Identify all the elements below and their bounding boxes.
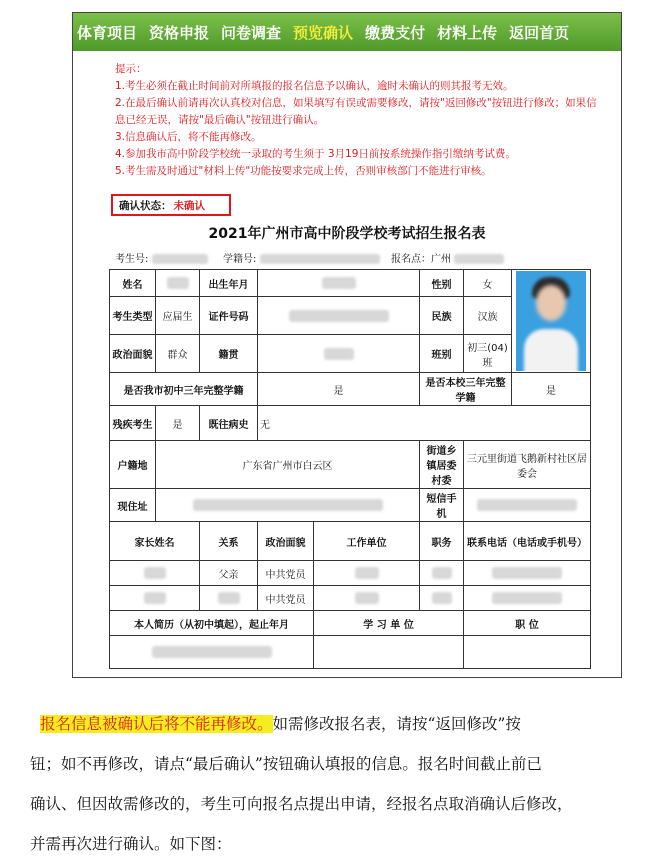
instruction-line-3: 确认、但因故需修改的，考生可向报名点提出申请，经报名点取消确认后修改，	[30, 795, 573, 813]
value-name	[156, 270, 200, 297]
parent-1-politics: 中共党员	[258, 561, 314, 586]
label-study-unit: 学 习 单 位	[314, 611, 464, 636]
exam-site-label: 报名点：广州	[391, 254, 451, 265]
highlight-warning: 报名信息被确认后将不能再修改。	[40, 715, 273, 733]
student-no-redacted	[260, 254, 380, 264]
tip-line: 3.信息确认后，将不能再修改。	[115, 131, 262, 143]
value-birth	[258, 270, 420, 297]
confirm-status	[111, 194, 231, 216]
label-street: 街道乡镇居委村委	[420, 441, 464, 489]
tips-block	[115, 61, 605, 180]
nav-upload[interactable]: 材料上传	[437, 23, 498, 42]
student-no	[223, 250, 380, 265]
label-parent-politics: 政治面貌	[258, 522, 314, 561]
exam-site	[391, 250, 504, 265]
nav-sports[interactable]: 体育项目	[77, 23, 138, 42]
value-hukou: 广东省广州市白云区	[156, 441, 420, 489]
tip-line: 5.考生需及时通过"材料上传"功能按要求完成上传，否则审核部门不能进行审核。	[115, 165, 492, 177]
label-history: 既往病史	[200, 406, 258, 441]
parent-2-relation	[200, 586, 258, 611]
label-school3: 是否本校三年完整学籍	[420, 373, 512, 406]
instruction-line-1-rest: 如需修改报名表，请按“返回修改”按	[272, 715, 521, 733]
nav-qualification[interactable]: 资格申报	[149, 23, 210, 42]
nav-payment[interactable]: 缴费支付	[365, 23, 426, 42]
student-no-label: 学籍号:	[223, 254, 257, 265]
screenshot-frame	[72, 12, 622, 678]
value-full3: 是	[258, 373, 420, 406]
value-native	[258, 335, 420, 373]
registration-table	[109, 269, 591, 669]
value-politics: 群众	[156, 335, 200, 373]
instruction-line-4: 并需再次进行确认。如下图：	[30, 835, 232, 853]
label-relation: 关系	[200, 522, 258, 561]
nav-home[interactable]: 返回首页	[509, 23, 570, 42]
label-disabled: 残疾考生	[110, 406, 156, 441]
photo-cell	[512, 270, 591, 373]
value-class: 初三(04)班	[464, 335, 512, 373]
tip-line: 4.参加我市高中阶段学校统一录取的考生须于 3月19日前按系统操作指引缴纳考试费。	[115, 148, 516, 160]
label-job: 职务	[420, 522, 464, 561]
resume-period	[110, 636, 314, 669]
nav-preview-confirm[interactable]: 预览确认	[293, 23, 354, 42]
parent-2-phone	[464, 586, 591, 611]
label-work: 工作单位	[314, 522, 420, 561]
confirm-status-label: 确认状态：	[119, 199, 172, 212]
exam-no-label: 考生号:	[115, 254, 149, 265]
parent-2-name	[110, 586, 200, 611]
value-disabled: 是	[156, 406, 200, 441]
value-street: 三元里街道飞鹅新村社区居委会	[464, 441, 591, 489]
tip-line: 1.考生必须在截止时间前对所填报的报名信息予以确认，逾时未确认的则其报考无效。	[115, 80, 514, 92]
label-type: 考生类型	[110, 297, 156, 335]
exam-site-redacted	[454, 254, 504, 264]
parent-2-politics: 中共党员	[258, 586, 314, 611]
parent-2-job	[420, 586, 464, 611]
exam-no	[115, 250, 208, 265]
parent-1-phone	[464, 561, 591, 586]
value-address	[156, 489, 420, 522]
student-photo	[516, 271, 586, 371]
label-ethnic: 民族	[420, 297, 464, 335]
label-sms: 短信手机	[420, 489, 464, 522]
label-class: 班别	[420, 335, 464, 373]
label-address: 现住址	[110, 489, 156, 522]
instruction-line-1	[40, 712, 630, 734]
label-id: 证件号码	[200, 297, 258, 335]
value-type: 应届生	[156, 297, 200, 335]
top-nav	[73, 13, 621, 51]
label-politics: 政治面貌	[110, 335, 156, 373]
confirm-status-value: 未确认	[173, 199, 205, 212]
label-position: 职 位	[464, 611, 591, 636]
value-sms	[464, 489, 591, 522]
value-ethnic: 汉族	[464, 297, 512, 335]
tips-heading: 提示：	[115, 63, 147, 75]
parent-2-work	[314, 586, 420, 611]
value-history: 无	[258, 406, 591, 441]
value-gender: 女	[464, 270, 512, 297]
resume-position	[464, 636, 591, 669]
label-gender: 性别	[420, 270, 464, 297]
label-hukou: 户籍地	[110, 441, 156, 489]
form-title: 2021年广州市高中阶段学校考试招生报名表	[208, 226, 486, 242]
tip-line: 2.在最后确认前请再次认真校对信息，如果填写有误或需要修改，请按"返回修改"按钮进行修改；如果信息已经无误，请按"最后确认"按钮进行确认。	[115, 97, 597, 126]
label-resume: 本人简历（从初中填起），起止年月	[110, 611, 314, 636]
label-birth: 出生年月	[200, 270, 258, 297]
parent-1-relation: 父亲	[200, 561, 258, 586]
value-school3: 是	[512, 373, 591, 406]
label-full3: 是否我市初中三年完整学籍	[110, 373, 258, 406]
exam-no-redacted	[152, 254, 208, 264]
label-phone: 联系电话（电话或手机号）	[464, 522, 591, 561]
label-parent-name: 家长姓名	[110, 522, 200, 561]
parent-1-work	[314, 561, 420, 586]
label-native: 籍贯	[200, 335, 258, 373]
nav-survey[interactable]: 问卷调查	[221, 23, 282, 42]
instruction-line-2: 钮；如不再修改，请点“最后确认”按钮确认填报的信息。报名时间截止前已	[30, 755, 542, 773]
value-id	[258, 297, 420, 335]
parent-1-name	[110, 561, 200, 586]
parent-1-job	[420, 561, 464, 586]
label-name: 姓名	[110, 270, 156, 297]
resume-unit	[314, 636, 464, 669]
